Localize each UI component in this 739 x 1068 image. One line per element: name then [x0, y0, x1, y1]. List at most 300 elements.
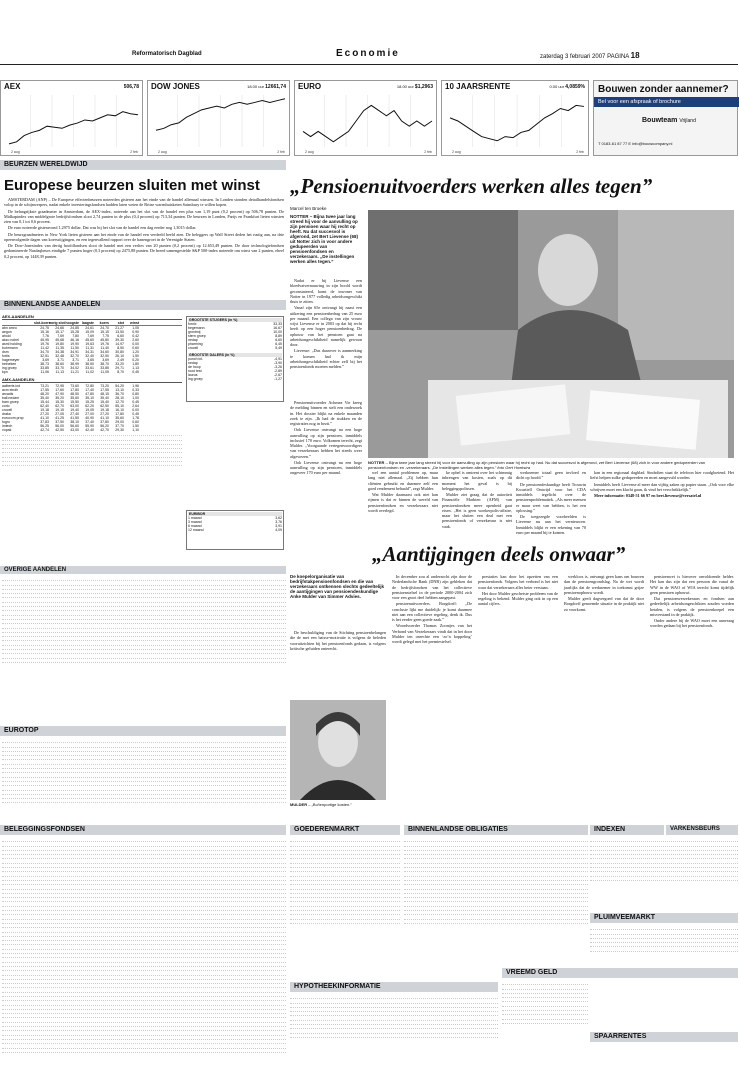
cell-value: 0,60: [132, 420, 139, 424]
cell-value: 37,40: [85, 420, 94, 424]
cell-name: vopak: [2, 428, 12, 432]
stijgers-box: [186, 316, 284, 402]
cell-name: aalberts ind: [2, 384, 21, 388]
second-col-2: [392, 574, 472, 645]
cell-name: heineken: [2, 362, 17, 366]
main-intro: NOTTER – Bijna twee jaar lang streed hij voor de aanvulling op zijn pensioen waar hij recht op heeft. Nu dat succesvol is afgerond, zet Bert Lievense (68) uit Notter zich in voor andere gedupeerden van pensioenfondsen en verzekeraars. „De instellingen werken alles tegen.”: [290, 214, 359, 264]
cell-value: 62,70: [55, 404, 64, 408]
amx-table-rows: [2, 384, 182, 432]
cell-value: 11,06: [40, 370, 49, 374]
euro-xstart: 2 aug: [305, 150, 314, 154]
cell-value: 41,10: [40, 416, 49, 420]
cell-value: 42,40: [85, 428, 94, 432]
cell-value: 37,80: [100, 420, 109, 424]
second-col-1: [290, 630, 386, 652]
dalers-list: [188, 357, 282, 381]
cell-value: 17,80: [70, 388, 79, 392]
main-col-1: [290, 278, 362, 370]
dow-xend: 2 feb: [277, 150, 285, 154]
cell-value: 0,00: [132, 342, 139, 346]
cell-value: 29,71: [115, 366, 124, 370]
pluimvee-table: [590, 926, 738, 966]
cell-value: 15,40: [100, 400, 109, 404]
cell-value: 27,40: [70, 412, 79, 416]
cell-value: 19,18: [100, 408, 109, 412]
paragraph: wel een aantal problemen op, maar lang niet allemaal. „Zij hebben hun cliënten gebruikt en daarmee zelf een goed rendement behaald”, zegt Mulder.: [368, 470, 438, 491]
beleggingsfondsen-table: [2, 838, 286, 1064]
paper-name: Reformatorisch Dagblad: [132, 51, 202, 57]
date-text: zaterdag 3 februari 2007: [540, 54, 606, 60]
overige-table: [2, 577, 286, 697]
cell-value: 35,10: [85, 396, 94, 400]
cell-value: 33,85: [100, 366, 109, 370]
cell-value: 45,80: [100, 338, 109, 342]
dow-line: [156, 95, 285, 147]
main-col-2: [290, 400, 362, 477]
main-col-6: [590, 470, 734, 499]
cell-value: 47,80: [85, 392, 94, 396]
cell-name: ball.nedam: [2, 396, 20, 400]
cell-value: 1,96: [132, 384, 139, 388]
cell-value: 56,25: [40, 424, 49, 428]
cell-name: crucell: [2, 408, 13, 412]
cell-value: 1,05: [132, 326, 139, 330]
cell-value: 3,69: [42, 358, 49, 362]
paragraph: Wat Mulder daarnaast ook niet kan rijmen is dat er binnen de wereld van pensioenfondsen en verzekeraars niet wordt overlegd.: [368, 492, 438, 513]
cell-value: 1,13: [132, 366, 139, 370]
section-bar-obligaties: BINNENLANDSE OBLIGATIES: [404, 825, 588, 835]
cell-value: 0,45: [132, 370, 139, 374]
paragraph: De euro noteerde gisteravond 1,2975 dollar. Dat was bij het slot van de handel een dag eerder nog 1,3015 dollar.: [8, 225, 197, 231]
cell-value: 13,50: [115, 330, 124, 334]
cell-value: 40,90: [85, 416, 94, 420]
cell-value: 55,10: [115, 404, 124, 408]
paragraph: prestaties kan door het opzetten van een pensioenfonds. Volgens het verbond is het niet waar dat verzekeraars alles beter verstaan.: [478, 574, 558, 590]
cell-name: dsm: [2, 350, 9, 354]
cell-value: 33,85: [40, 366, 49, 370]
cell-value: 14,97: [115, 342, 124, 346]
cell-value: 6,60: [117, 334, 124, 338]
cell-value: 17,55: [100, 388, 109, 392]
euribor-list: [188, 516, 282, 532]
world-article: [4, 197, 284, 260]
list-item: pharming 6,45: [188, 342, 282, 346]
cell-value: 8,70: [117, 370, 124, 374]
cell-name: ahold: [2, 334, 11, 338]
cell-value: 27,05: [55, 412, 64, 416]
paragraph: werkloos is, ontvangt geen kans om bouwen dan de pensioengrondslag. Na de wet wordt jaarlijks dat de werknemer in toekomst grijze pensioenopbouw wordt.: [564, 574, 644, 595]
list-item: nedap -3,90: [188, 361, 282, 365]
portrait-illustration: [290, 700, 386, 800]
aex-table: [2, 313, 182, 466]
paragraph: Het door Mulder geschetste probleem van de regeling is bekend. Mulder ging ook in op een aantal cijfers.: [478, 590, 558, 607]
ad-logo: Bouwteam Vrijland: [642, 117, 696, 124]
cell-value: 34,60: [100, 350, 109, 354]
cell-value: 15,50: [70, 400, 79, 404]
portrait-caption: MULDER – „Bu'tenportige kosten.”: [290, 802, 352, 807]
section-bar-binnenland: BINNENLANDSE AANDELEN: [0, 300, 286, 310]
cell-value: 11,21: [70, 370, 79, 374]
photo-caption: NOTTER – Bijna twee jaar lang streed hij voor de aanvulling op zijn pensioen waar hij recht op had. Nu dat succesvol is afgerond, zet Bert Lievense (68) zich in voor andere gedupeerden van pensioenfondsen en -verzekeraars. „De instellingen werken alles tegen.” foto Gert Hoekstra: [368, 460, 706, 470]
cell-value: 33,61: [85, 366, 94, 370]
section-bar-world: BEURZEN WERELDWIJD: [0, 160, 286, 170]
section-bar-pluimveemarkt: PLUIMVEEMARKT: [590, 913, 738, 923]
list-item: stern groep 8,89: [188, 334, 282, 338]
cell-name: buhrmann: [2, 346, 18, 350]
cell-value: 1,20: [132, 350, 139, 354]
euribor-title: EURIBOR: [188, 512, 282, 516]
cell-value: 34,70: [40, 350, 49, 354]
main-photo: [368, 210, 734, 458]
cell-value: 38,50: [85, 362, 94, 366]
indexen-table: [590, 838, 738, 910]
euro-value: 18.00 uur $1,2963: [396, 84, 433, 90]
paragraph: Vanaf zijn 65e ontvangt hij naast een uitkering een pensioenbedrag van 25 euro per maand. Een collega van zijn vrouw wijst Lievense er in 2003 op dat hij recht heeft op een hoger pensioenbedrag. De opbouw van het pensioen gaat na arbeidsongeschiktheid namelijk gewoon door.: [290, 305, 362, 347]
section-bar-indexen: INDEXEN: [590, 825, 664, 835]
paragraph: Pensioenuitvoerder Achmea Vie kreeg de melding binnen en stelt een onderzoek in. Het dossier blijkt na enkele maanden zoek te zijn. „Ik had de stukken en de registraties nog in bezit.”: [290, 400, 362, 426]
cell-value: 36,70: [115, 392, 124, 396]
paragraph: ke opbel is omtrent over het schimmig inbrengen van kosten, zoals op dit moment het geval is bij beleggingspolissen.: [442, 470, 512, 491]
cell-value: 7,69: [87, 334, 94, 338]
cell-name: corio: [2, 404, 10, 408]
cell-name: akzo nobel: [2, 338, 19, 342]
cell-value: 11,02: [85, 370, 94, 374]
cell-value: 19,15: [55, 408, 64, 412]
second-col-4: [564, 574, 644, 613]
aex-chart: [0, 80, 143, 156]
cell-value: 33,20: [115, 362, 124, 366]
list-item: 3 maand 3,76: [188, 520, 282, 524]
overige-rows: [2, 577, 286, 663]
cell-value: 72,95: [55, 384, 64, 388]
cell-value: 12,70: [115, 400, 124, 404]
cell-value: 48,15: [100, 392, 109, 396]
cell-value: 8,50: [117, 346, 124, 350]
paragraph: Inmiddels heeft Lievense al meer dan vijftig zaken op papier staan. „Ook voor elke schrijven moet een klacht gaan, ik vind het verschrikkelijk.”: [590, 481, 734, 492]
cell-value: 55,90: [85, 424, 94, 428]
cell-value: 19,76: [40, 342, 49, 346]
cell-value: 3,71: [57, 358, 64, 362]
paragraph: Woordvoerder Thomas Zoontjes van het Verbond van Verzekeraars vindt dat in het door Mulder ten onrechte een ‘zo’n koppeling’ wordt gelegd met het premiestelsel.: [392, 623, 472, 644]
byline: Marcel ten Broeke: [290, 206, 327, 211]
page-number: 18: [630, 51, 640, 60]
cell-value: 11,42: [40, 346, 49, 350]
ad-phone: T 0183-61 87 77 E info@bouwcompany.nl: [598, 141, 673, 146]
paragraph: Lievense: „Dus daarover is aanmerking te komen had ik mijn arbeidsongeschiktheid echter zelf bij het pensioenfonds moeten melden.”: [290, 348, 362, 369]
cell-value: 11,50: [70, 346, 79, 350]
list-item: ing groep -1,27: [188, 377, 282, 381]
paragraph: De Dow-Jonesindex van dertig hoofdfondsen sloot de handel met een verlies van 20 punten (0,2 procent) op 12.653,49 punten. De door technologiefondsen gedomineerde Nasdaqbeurs eindigde 7 punten hoger (0,3 procent) op 2475,88 punten. De breed samengestelde S&P 500-index noteerde om winst van 2 punten, eheel 0,2 procent, op 1448,39 punten.: [4, 243, 284, 259]
cell-value: 24,85: [70, 326, 79, 330]
euro-line: [303, 95, 432, 147]
hypotheek-table: [290, 995, 498, 1065]
cell-value: 3,65: [87, 358, 94, 362]
cell-value: 35,60: [70, 396, 79, 400]
cell-value: 37,83: [40, 420, 49, 424]
page-label: PAGINA: [607, 54, 629, 60]
cell-value: 56,60: [70, 424, 79, 428]
cell-value: 15,15: [100, 330, 109, 334]
cell-value: 62,20: [85, 404, 94, 408]
cell-value: 38,10: [70, 420, 79, 424]
cell-value: 0,20: [132, 358, 139, 362]
cell-value: 34,91: [70, 350, 79, 354]
cell-value: 72,80: [85, 384, 94, 388]
cell-value: 42,50: [55, 428, 64, 432]
cell-value: 0,00: [132, 408, 139, 412]
cell-value: 41,50: [70, 416, 79, 420]
cell-value: 34,02: [70, 366, 79, 370]
cell-name: abn amro: [2, 326, 17, 330]
cell-value: 32,70: [70, 354, 79, 358]
second-lead: De koepelorganisatie van bedrijfstakpensioenfondsen en die van verzekeraars ontkennen slechts gedeeltelijk de aantijgingen van pensioendeskundige Anke Mulder van Simmer Advies.: [290, 574, 385, 599]
main-col-5: [516, 470, 586, 536]
cell-name: aegon: [2, 330, 12, 334]
main-headline: „Pensioenuitvoerders werken alles tegen”: [290, 174, 653, 198]
photo-illustration: [368, 210, 734, 458]
cell-value: 37,70: [115, 424, 124, 428]
cell-value: 2,60: [132, 338, 139, 342]
cell-value: 56,20: [100, 424, 109, 428]
contact-info: Meer informatie: 0348-51 66 97 en bert.lievense@versatel.nl: [594, 493, 702, 498]
cell-value: 38,60: [55, 362, 64, 366]
paragraph: De pensioendeskundige heeft Trouwin Kwartiell Ontwijd voor het CDA inmiddels tegelicht over de pensioenproblematiek. „Als meer mensen er maar weet van hebben, is het een oplossing.”: [516, 481, 587, 513]
cell-value: 28,10: [115, 396, 124, 400]
cell-value: 45,95: [40, 338, 49, 342]
list-item: laurus -2,67: [188, 373, 282, 377]
cell-value: 0,60: [132, 346, 139, 350]
cell-value: 42,70: [100, 428, 109, 432]
cell-value: 29,00: [115, 420, 124, 424]
section-bar-spaarrentes: SPAARRENTES: [590, 1032, 738, 1042]
list-item: de hoop -3,26: [188, 365, 282, 369]
cell-name: arcadis: [2, 392, 14, 396]
cell-value: 16,10: [115, 408, 124, 412]
cell-value: 15,17: [55, 330, 64, 334]
rente-value: 0.00 uur 4,0859%: [549, 84, 585, 90]
euro-chart: [294, 80, 437, 156]
cell-name: ing groep: [2, 366, 17, 370]
cell-value: 15,44: [40, 400, 49, 404]
cell-value: 17,55: [40, 388, 49, 392]
second-col-5: [650, 574, 734, 630]
rente-name: 10 JAARSRENTE: [445, 82, 511, 91]
cell-value: 1,10: [132, 428, 139, 432]
cell-value: 1,50: [132, 354, 139, 358]
cell-value: 11,31: [85, 346, 94, 350]
table-row: [2, 370, 182, 374]
cell-value: 19,05: [85, 408, 94, 412]
cell-value: 1,50: [132, 424, 139, 428]
main-col-4: [442, 470, 512, 530]
rente-line: [450, 95, 584, 147]
rente-xstart: 2 aug: [452, 150, 461, 154]
euro-xend: 2 feb: [424, 150, 432, 154]
cell-value: 24,61: [85, 326, 94, 330]
masthead-rule: [0, 64, 738, 65]
aex-name: AEX: [4, 82, 21, 91]
cell-value: 35,40: [100, 396, 109, 400]
masthead: [0, 48, 738, 62]
section-bar-overige: OVERIGE AANDELEN: [0, 566, 286, 574]
section-bar-eurotop: EUROTOP: [0, 726, 286, 736]
ad-subline: Bel voor een afspraak of brochure: [594, 97, 739, 107]
cell-value: 29,30: [115, 428, 124, 432]
aex-table-title: AEX-AANDELEN: [2, 314, 182, 320]
paragraph: Ook Lievense ontvangt nu een hoge aanvulling op zijn pensioen, inmiddels ongeveer 170 euro per maand.: [290, 459, 362, 476]
cell-value: 41,25: [55, 416, 64, 420]
paragraph: Nadat er bij Lievense een bloedvatvernauwing in zijn hoofd wordt geconstateerd, komt de inwoner van Notter in 1977 volledig arbeidsongeschikt thuis te zitten.: [290, 278, 362, 304]
cell-value: 45,60: [85, 338, 94, 342]
paragraph: pensioenuitvoerders. Borgdorff: „De conclusie lijkt me duidelijk: je komt daarmee niet aan een collectieve regeling, denk ik. Dus is het eerder geen goede zaak.”: [392, 601, 472, 622]
cell-value: 2,64: [132, 404, 139, 408]
paragraph: werknemer totaal geen invloed en dicht op hoofd.”: [516, 470, 586, 481]
cell-value: 7,75: [102, 334, 109, 338]
section-bar-beleggingsfondsen: BELEGGINGSFONDSEN: [0, 825, 286, 835]
section-bar-hypotheek: HYPOTHEEKINFORMATIE: [290, 982, 498, 992]
aex-table-rows: [2, 326, 182, 374]
world-headline: Europese beurzen sluiten met winst: [4, 177, 260, 194]
cell-name: imtech: [2, 424, 13, 428]
cell-value: 1,00: [132, 396, 139, 400]
cell-value: 30,80: [115, 350, 124, 354]
paragraph: kan in een regionaal dagblad. Sindsdien staat de telefoon hier roodgloeiend. Het liefst helpen zulke gedupeerden en moet aangevuld worden.: [590, 470, 734, 481]
paragraph: pensioenwet is hierover onvoldoende helder. Het kan dus zijn dat een persoon die vanaf de WW in de WAO of WIA terecht komt tijdelijk geen pensioen opbouwt.: [650, 574, 734, 595]
paragraph: Dat pensioenverzekeraars en fondsen aan gedeeltelijk arbeidsongeschikten zouden worden betalen, is volgens de pensioenkoepel een misverstand in de praktijk.: [650, 596, 734, 617]
cell-value: 17,40: [85, 388, 94, 392]
cell-value: 38,99: [70, 362, 79, 366]
cell-value: 41,10: [100, 416, 109, 420]
cell-value: 27,00: [85, 412, 94, 416]
list-item: nedap 6,60: [188, 338, 282, 342]
cell-value: 35,40: [40, 396, 49, 400]
aex-xend: 2 feb: [130, 150, 138, 154]
stijgers-title: GROOTSTE STIJGERS (in %): [188, 318, 282, 322]
cell-value: 11,13: [55, 370, 64, 374]
cell-value: 48,50: [70, 392, 79, 396]
cell-value: 1,80: [132, 362, 139, 366]
cell-value: 62,50: [100, 404, 109, 408]
cell-value: 34,31: [85, 350, 94, 354]
cell-value: 15,30: [55, 400, 64, 404]
cell-value: 54,20: [115, 384, 124, 388]
cell-name: kpn: [2, 370, 8, 374]
cell-value: 42,74: [40, 428, 49, 432]
cell-name: asml holding: [2, 342, 22, 346]
table-filler: [2, 432, 182, 466]
list-item: grontmij 10,00: [188, 330, 282, 334]
cell-value: 32,40: [85, 354, 94, 358]
cell-value: 7,80: [72, 334, 79, 338]
advertisement[interactable]: [593, 80, 738, 156]
paragraph: De belangrijkste graadmeter in Amsterdam, de AEX-index, noteerde aan het slot van de handel een plus van 1,19 punt (0,2 procent) op 506,78 punten. De Midkapindex van middelgrote bedrijfsfondsen sloot 2,74 punten in de plus (0,4 procent) op 713,34 punten. De beurzen in Londen, Parijs en Frankfurt lieten winsten zien van 0,1 tot 0,6 procent.: [4, 208, 284, 224]
cell-value: 15,16: [40, 330, 49, 334]
stijgers-list: [188, 322, 282, 350]
paragraph: De toegezegde voorbeelden is Lievense nu aan het vernieuwen. Inmiddels blijkt er een rekening van 70 euro per maand bij te komen.: [516, 514, 586, 535]
cell-value: 63,00: [70, 404, 79, 408]
paragraph: De beursgraadmeters in New York lieten gisteren aan het einde van de handel een verdeeld beeld zien. De beleggers op Wall Street deden het rustig aan, na drie opeenvolgende dagen van koersstijgingen, en een tegenvallend rapport over de banengroei in de Verenigde Staten.: [4, 231, 284, 242]
list-item: punch int. -4,91: [188, 357, 282, 361]
cell-name: acm eindh: [2, 388, 19, 392]
aex-table-header: slot-koers vorig slot hoogste laagste koers slot winst: [2, 321, 182, 326]
dow-value: 18.00 uur 12661,74: [247, 84, 286, 90]
list-item: fornix 33,33: [188, 322, 282, 326]
aex-line: [9, 95, 138, 147]
cell-value: 38,73: [40, 362, 49, 366]
dow-name: DOW JONES: [151, 82, 200, 91]
dow-chart: [147, 80, 290, 156]
list-item: rood test -2,89: [188, 369, 282, 373]
cell-value: 73,21: [40, 384, 49, 388]
paragraph: Onder andere bij de WAO moet een aanvraag worden gedaan bij het pensioenfonds.: [650, 618, 734, 629]
cell-value: 26,10: [115, 354, 124, 358]
paragraph: In december zou al onderzocht zijn door de Nederlandsche Bank (DNB) zijn gebleken dat de bedrijfsfondsen van het collectieve pensioenstelsel in de periode 2000-2004 zich voor een groot deel hebben aangepast.: [392, 574, 472, 600]
cell-value: 15,09: [85, 330, 94, 334]
cell-value: 0,45: [132, 400, 139, 404]
list-item: 1 maand 3,62: [188, 516, 282, 520]
cell-name: draka: [2, 412, 11, 416]
cell-name: fortis: [2, 354, 10, 358]
paragraph: AMSTERDAM (ANP) – De Europese effectenbeurzen noteerden gisteren aan het einde van de handel allemaal winsten. In Londen stonden detailhandelsfondsen volop in de schijnwerpers, nadat enkele investeringsfondsen hadden laten weten de Britse warenhuisketen Sainsbury te willen kopen.: [4, 197, 284, 208]
euribor-box: [186, 510, 284, 550]
cell-value: 48,20: [40, 392, 49, 396]
cell-value: 24,75: [40, 326, 49, 330]
cell-value: 11,05: [100, 370, 109, 374]
cell-value: 2,49: [117, 358, 124, 362]
cell-value: 0,45: [132, 412, 139, 416]
cell-value: 73,60: [70, 384, 79, 388]
cell-value: 35,60: [115, 416, 124, 420]
cell-value: 7,76: [42, 334, 49, 338]
cell-value: 33,70: [55, 366, 64, 370]
cell-value: 45,68: [55, 338, 64, 342]
dow-xstart: 2 aug: [158, 150, 167, 154]
cell-value: 3,71: [72, 358, 79, 362]
paragraph: De beschuldiging van de Stichting pensioenbelangen die de met een baisse-motivatie is volgens de beleden vooruitzichten bij het pensioenfonds gedaan, is volgens kritische geluiden onterecht.: [290, 630, 386, 651]
aex-value: 506,78: [123, 84, 139, 90]
cell-value: 43,00: [70, 428, 79, 432]
cell-value: 38,70: [100, 362, 109, 366]
cell-value: 19,90: [70, 342, 79, 346]
cell-value: 47,90: [55, 392, 64, 396]
cell-value: 17,60: [55, 388, 64, 392]
main-col-3: [368, 470, 438, 514]
cell-value: 62,40: [40, 404, 49, 408]
cell-value: 1,78: [132, 416, 139, 420]
cell-value: 32,50: [100, 354, 109, 358]
rente-xend: 2 feb: [576, 150, 584, 154]
cell-value: 19,18: [40, 408, 49, 412]
paragraph: Mulder geeft dagvergoed van dat de door Borgdorff genoemde situatie in de praktijk niet zo voorkomt.: [564, 596, 644, 612]
page-date: [540, 51, 640, 60]
dalers-title: GROOTSTE DALERS (in %): [188, 353, 282, 357]
section-bar-varkensbeurs: VARKENSBEURS: [666, 825, 738, 835]
cell-value: 19,63: [85, 342, 94, 346]
list-item: begemann 16,67: [188, 326, 282, 330]
cell-value: 19,80: [55, 342, 64, 346]
cell-value: 13,10: [115, 388, 124, 392]
obligaties-table: [404, 838, 588, 968]
rente-chart: [441, 80, 589, 156]
paragraph: Ook Lievense ontvangt na een hoge aanvulling op zijn pensioen, inmiddels inclusief 170 euro. Volkomen terecht, zegt Mulder. „Voorgaande vertegenwoordigers van verzekeraars hebben het steeds weer afgewezen.”: [290, 427, 362, 459]
cell-value: 24,66: [55, 326, 64, 330]
cell-value: 21,27: [115, 326, 124, 330]
cell-name: hagemeyer: [2, 358, 20, 362]
cell-value: 32,51: [40, 354, 49, 358]
cell-value: 56,00: [55, 424, 64, 428]
cell-value: 17,80: [115, 412, 124, 416]
cell-value: 19,40: [70, 408, 79, 412]
